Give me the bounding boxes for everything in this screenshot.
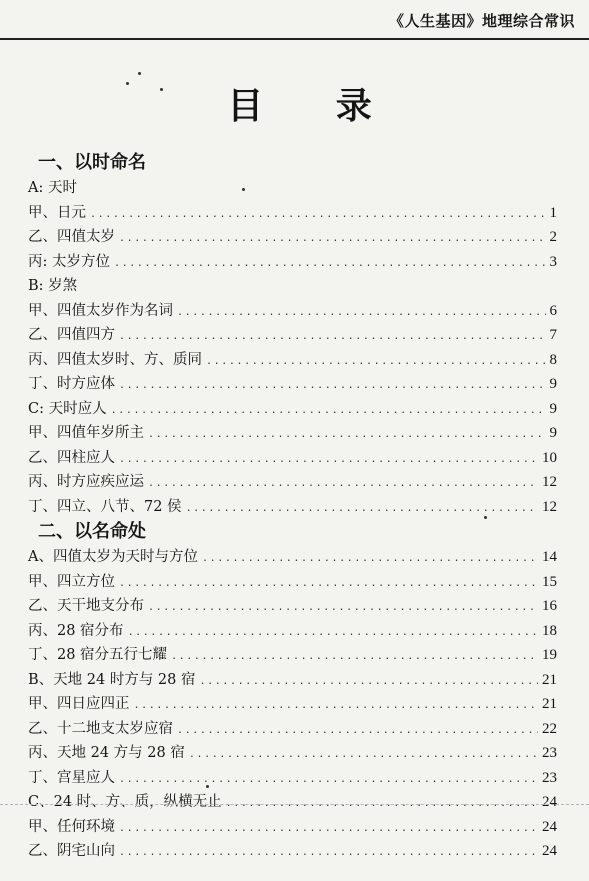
section-heading: 二、以名命处 <box>38 521 146 542</box>
toc-entry[interactable] <box>28 570 557 595</box>
toc-entry-label: A: 天时 <box>28 180 77 196</box>
toc-entry[interactable] <box>28 741 557 766</box>
toc-entry[interactable] <box>28 372 557 397</box>
toc-entry-label: 甲、四立方位 <box>28 573 115 590</box>
toc-entry-label: 乙、四柱应人 <box>28 449 115 466</box>
toc-entry[interactable] <box>28 692 557 717</box>
toc-entry[interactable] <box>28 839 557 864</box>
dot-leader <box>111 399 546 424</box>
toc-page-number: 21 <box>542 671 557 688</box>
toc-entry[interactable] <box>28 274 557 299</box>
toc-page-number: 24 <box>542 794 557 810</box>
toc-entry-label: 乙、十二地支太岁应宿 <box>28 720 173 737</box>
toc-entry-label: B: 岁煞 <box>28 278 78 294</box>
toc-entry-label: 丁、四立、八节、72 侯 <box>28 498 182 515</box>
toc-entry-label: 丙、天地 24 方与 28 宿 <box>28 745 185 761</box>
toc-entry[interactable] <box>28 299 557 324</box>
toc-page-number: 7 <box>549 327 557 343</box>
toc-entry[interactable] <box>28 323 557 348</box>
toc-entry[interactable] <box>28 815 557 840</box>
toc-entry[interactable] <box>28 766 557 791</box>
dot-leader <box>114 252 546 277</box>
toc-entry[interactable] <box>28 225 557 250</box>
toc-entry[interactable] <box>28 619 557 644</box>
toc-entry[interactable] <box>28 495 557 520</box>
toc-entry-label: C、24 时、方、质，纵横无止 <box>28 794 222 810</box>
toc-entry[interactable] <box>28 643 557 668</box>
running-header: 《人生基因》地理综合常识 <box>388 12 575 30</box>
toc-page-number: 14 <box>542 549 557 565</box>
toc-entry-label: 乙、阴宅山向 <box>28 843 115 859</box>
dot-leader <box>119 227 546 252</box>
dot-leader <box>202 547 538 572</box>
toc-entry-label: 乙、天干地支分布 <box>28 598 144 614</box>
dot-leader <box>119 768 538 793</box>
toc-entry-label: B、天地 24 时方与 28 宿 <box>28 671 196 688</box>
toc-entry-label: 丁、宫星应人 <box>28 769 115 786</box>
toc-entry-label: 甲、日元 <box>28 204 86 221</box>
toc-entry[interactable] <box>28 446 557 471</box>
toc-page-number: 6 <box>549 302 557 319</box>
toc-page-number: 21 <box>542 696 557 712</box>
toc-entry-label: 丙: 太岁方位 <box>28 253 110 270</box>
dot-leader <box>148 423 546 448</box>
toc-page-number: 19 <box>542 647 557 663</box>
toc-page-number: 16 <box>542 598 557 614</box>
toc-page-number: 24 <box>542 818 557 835</box>
dot-leader <box>200 670 539 695</box>
dot-leader <box>119 325 546 350</box>
dot-leader <box>90 203 546 228</box>
toc-page-number: 22 <box>542 720 557 737</box>
toc-page-number: 12 <box>542 474 557 490</box>
toc-page-number: 8 <box>549 351 557 368</box>
toc-page-number: 23 <box>542 769 557 786</box>
toc-entry-label: 丁、28 宿分五行七耀 <box>28 647 168 663</box>
dot-leader <box>119 572 538 597</box>
toc-page-number: 1 <box>549 204 557 221</box>
toc-entry-label: 丙、时方应疾应运 <box>28 474 144 490</box>
toc-entry[interactable] <box>28 421 557 446</box>
toc-page-number: 15 <box>542 573 557 590</box>
dot-leader <box>177 719 538 744</box>
toc-entry[interactable] <box>28 470 557 495</box>
header-rule <box>0 38 589 40</box>
table-of-contents <box>28 150 557 864</box>
toc-entry[interactable] <box>28 668 557 693</box>
toc-page-number: 3 <box>549 253 557 270</box>
toc-entry-label: 乙、四值四方 <box>28 327 115 343</box>
dot-leader <box>177 301 546 326</box>
toc-entry[interactable] <box>28 545 557 570</box>
dot-leader <box>134 694 539 719</box>
toc-entry-label: 甲、四日应四正 <box>28 696 130 712</box>
dot-leader <box>148 596 538 621</box>
dot-leader <box>206 350 546 375</box>
toc-page-number: 2 <box>549 229 557 245</box>
toc-entry[interactable] <box>28 201 557 226</box>
section-heading: 一、以时命名 <box>38 152 146 173</box>
scan-fold-line <box>0 804 589 805</box>
dot-leader <box>119 841 538 866</box>
page-title: 目 录 <box>227 86 402 127</box>
dot-leader <box>119 817 538 842</box>
toc-page-number: 10 <box>542 449 557 466</box>
toc-page-number: 9 <box>549 376 557 392</box>
toc-entry[interactable] <box>28 594 557 619</box>
toc-entry-label: 丙、28 宿分布 <box>28 622 124 639</box>
dot-leader <box>148 472 538 497</box>
toc-entry-label: 乙、四值太岁 <box>28 229 115 245</box>
toc-entry-label: 甲、任何环境 <box>28 818 115 835</box>
dot-leader <box>128 621 538 646</box>
toc-entry-label: C: 天时应人 <box>28 400 107 417</box>
toc-entry[interactable] <box>28 717 557 742</box>
toc-entry-label: 丙、四值太岁时、方、质同 <box>28 351 202 368</box>
toc-entry[interactable] <box>28 348 557 373</box>
toc-entry[interactable] <box>28 250 557 275</box>
toc-entry[interactable] <box>28 176 557 201</box>
toc-page-number: 18 <box>542 622 557 639</box>
toc-page-number: 12 <box>542 498 557 515</box>
dot-leader <box>119 374 546 399</box>
toc-page-number: 9 <box>549 400 557 417</box>
toc-entry[interactable] <box>28 790 557 815</box>
toc-entry-label: 丁、时方应体 <box>28 376 115 392</box>
toc-entry-label: 甲、四值太岁作为名词 <box>28 302 173 319</box>
dot-leader <box>119 448 538 473</box>
dot-leader <box>189 743 538 768</box>
toc-page-number: 9 <box>549 425 557 441</box>
toc-page-number: 23 <box>542 745 557 761</box>
toc-entry-label: A、四值太岁为天时与方位 <box>28 549 198 565</box>
toc-page-number: 24 <box>542 843 557 859</box>
toc-entry[interactable] <box>28 397 557 422</box>
dot-leader <box>171 645 538 670</box>
toc-entry-label: 甲、四值年岁所主 <box>28 425 144 441</box>
